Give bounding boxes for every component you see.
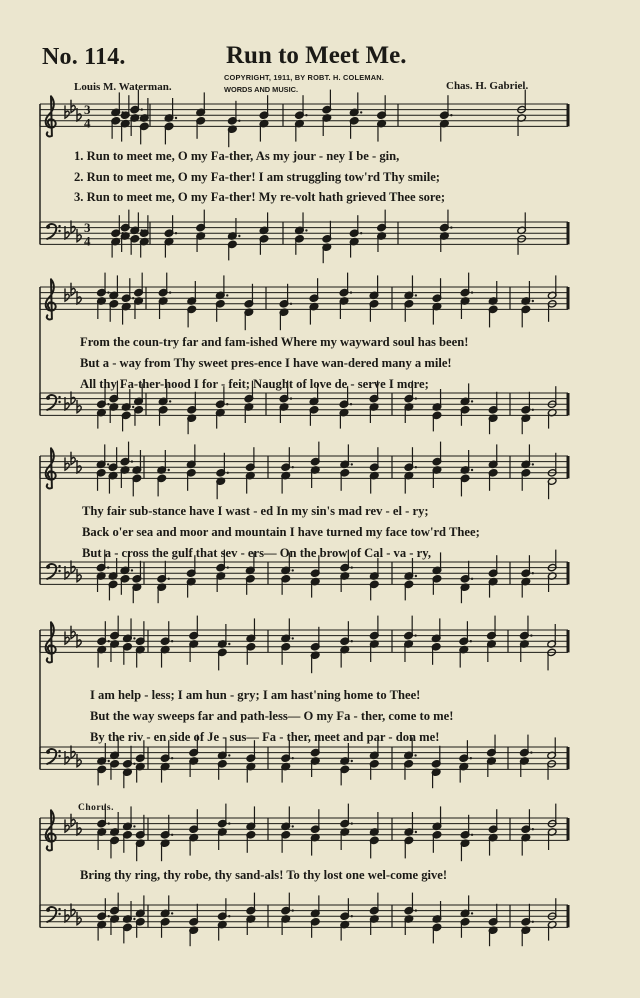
time-signature-top: 3 xyxy=(84,220,91,236)
dot xyxy=(305,114,307,116)
copyright-notice: COPYRIGHT, 1911, BY ROBT. H. COLEMAN. xyxy=(224,73,385,82)
dot xyxy=(131,460,133,462)
verse-3-line-4: By the riv - en side of Je - sus— Fa - ther, meet and par - don me! xyxy=(90,730,440,744)
dot xyxy=(360,232,362,234)
flat-icon xyxy=(65,105,69,118)
flat-icon xyxy=(77,400,81,413)
flat-icon xyxy=(77,229,81,242)
dot xyxy=(415,466,417,468)
dot xyxy=(292,757,294,759)
dot xyxy=(175,117,177,119)
verse-1-line-2: From the coun-try far and fam-ished Where my wayward soul has been! xyxy=(80,335,469,349)
dot xyxy=(175,232,177,234)
dot xyxy=(415,397,417,399)
time-signature-top: 3 xyxy=(84,102,91,118)
dot xyxy=(171,834,173,836)
dot xyxy=(532,409,534,411)
dot xyxy=(305,229,307,231)
dot xyxy=(532,921,534,923)
dot xyxy=(530,634,532,636)
dot xyxy=(132,406,134,408)
lyricist-credit: Louis M. Waterman. xyxy=(74,81,172,93)
dot xyxy=(414,634,416,636)
flat-icon xyxy=(77,754,81,767)
dot xyxy=(532,828,534,830)
dot xyxy=(415,909,417,911)
dot xyxy=(471,400,473,402)
dot xyxy=(228,754,230,756)
dot xyxy=(227,472,229,474)
dot xyxy=(108,760,110,762)
words-and-music-note: WORDS AND MUSIC. xyxy=(224,85,299,94)
dot xyxy=(351,915,353,917)
verse-2-line-4: But the way sweeps far and path-less— O my Fa - ther, come to me! xyxy=(90,709,454,723)
verse-2-line-1: 2. Run to meet me, O my Fa-ther! I am struggling tow'rd Thy smile; xyxy=(74,170,440,184)
dot xyxy=(171,912,173,914)
dot xyxy=(132,297,134,299)
dot xyxy=(228,822,230,824)
dot xyxy=(351,822,353,824)
dot xyxy=(471,469,473,471)
flat-icon xyxy=(71,283,75,296)
dot xyxy=(471,834,473,836)
flat-icon xyxy=(71,452,75,465)
dot xyxy=(292,466,294,468)
dot xyxy=(169,400,171,402)
flat-icon xyxy=(71,814,75,827)
bass-clef-icon xyxy=(46,395,61,410)
flat-icon xyxy=(65,457,69,470)
dot xyxy=(133,918,135,920)
dot xyxy=(350,291,352,293)
composer-credit: Chas. H. Gabriel. xyxy=(446,80,529,92)
dot xyxy=(107,291,109,293)
dot xyxy=(351,566,353,568)
dot xyxy=(415,575,417,577)
dot xyxy=(532,572,534,574)
treble-clef-icon xyxy=(46,448,56,488)
dot xyxy=(108,915,110,917)
dot xyxy=(530,751,532,753)
dot xyxy=(471,912,473,914)
bass-clef-icon xyxy=(46,224,61,239)
dot xyxy=(169,291,171,293)
dot xyxy=(238,120,240,122)
time-signature-bottom: 4 xyxy=(84,115,91,131)
dot xyxy=(292,637,294,639)
verse-3-line-1: 3. Run to meet me, O my Fa-ther! My re-volt hath grieved Thee sore; xyxy=(74,190,446,204)
dot xyxy=(292,909,294,911)
dot xyxy=(168,578,170,580)
verse-3-line-2: All thy Fa-ther-hood I for - feit; Naught of love de - serve I more; xyxy=(80,377,429,391)
dot xyxy=(238,235,240,237)
chorus-label: Chorus. xyxy=(78,803,114,813)
verse-3-line-3: But a - cross the gulf that sev - ers— On the brow of Cal - va - ry, xyxy=(82,546,431,560)
dot xyxy=(168,469,170,471)
dot xyxy=(470,757,472,759)
dot xyxy=(351,640,353,642)
bass-clef-icon xyxy=(46,907,61,922)
treble-clef-icon xyxy=(46,279,56,319)
dot xyxy=(450,226,452,228)
dot xyxy=(133,763,135,765)
dot xyxy=(228,915,230,917)
dot xyxy=(292,569,294,571)
dot xyxy=(350,403,352,405)
flat-icon xyxy=(65,819,69,832)
dot xyxy=(133,637,135,639)
dot xyxy=(532,300,534,302)
dot xyxy=(471,291,473,293)
verse-2-line-2: But a - way from Thy sweet pres-ence I have wan-dered many a mile! xyxy=(80,356,452,370)
hymn-title: Run to Meet Me. xyxy=(226,42,407,69)
dot xyxy=(227,566,229,568)
flat-icon xyxy=(71,626,75,639)
dot xyxy=(414,754,416,756)
dot xyxy=(228,643,230,645)
treble-clef-icon xyxy=(46,96,56,136)
dot xyxy=(471,578,473,580)
flat-icon xyxy=(65,288,69,301)
dot xyxy=(226,294,228,296)
flat-icon xyxy=(77,569,81,582)
verse-2-line-3: Back o'er sea and moor and mountain I have turned my face tow'rd Thee; xyxy=(82,525,480,539)
verse-1-line-4: I am help - less; I am hun - gry; I am hast'ning home to Thee! xyxy=(90,688,421,702)
hymn-number: No. 114. xyxy=(42,44,126,70)
dot xyxy=(290,303,292,305)
verse-1-line-3: Thy fair sub-stance have I wast - ed In my sin's mad rev - el - ry; xyxy=(82,504,429,518)
flat-icon xyxy=(71,100,75,113)
dot xyxy=(171,640,173,642)
flat-icon xyxy=(77,912,81,925)
chorus-line: Bring thy ring, thy robe, thy sand-als! To thy lost one wel-come give! xyxy=(80,868,448,882)
dot xyxy=(415,831,417,833)
dot xyxy=(415,294,417,296)
dot xyxy=(226,403,228,405)
dot xyxy=(532,463,534,465)
dot xyxy=(133,825,135,827)
dot xyxy=(290,397,292,399)
dot xyxy=(470,640,472,642)
dot xyxy=(141,108,143,110)
dot xyxy=(351,463,353,465)
time-signature-bottom: 4 xyxy=(84,233,91,249)
dot xyxy=(292,825,294,827)
dot xyxy=(171,757,173,759)
bass-clef-icon xyxy=(46,749,61,764)
dot xyxy=(107,463,109,465)
verse-1-line-1: 1. Run to meet me, O my Fa-ther, As my jour - ney I be - gin, xyxy=(74,149,400,163)
bass-clef-icon xyxy=(46,564,61,579)
dot xyxy=(108,822,110,824)
dot xyxy=(107,566,109,568)
dot xyxy=(107,403,109,405)
dot xyxy=(450,114,452,116)
treble-clef-icon xyxy=(46,810,56,850)
dot xyxy=(360,111,362,113)
treble-clef-icon xyxy=(46,622,56,662)
dot xyxy=(351,760,353,762)
flat-icon xyxy=(65,631,69,644)
dot xyxy=(108,640,110,642)
dot xyxy=(131,569,133,571)
